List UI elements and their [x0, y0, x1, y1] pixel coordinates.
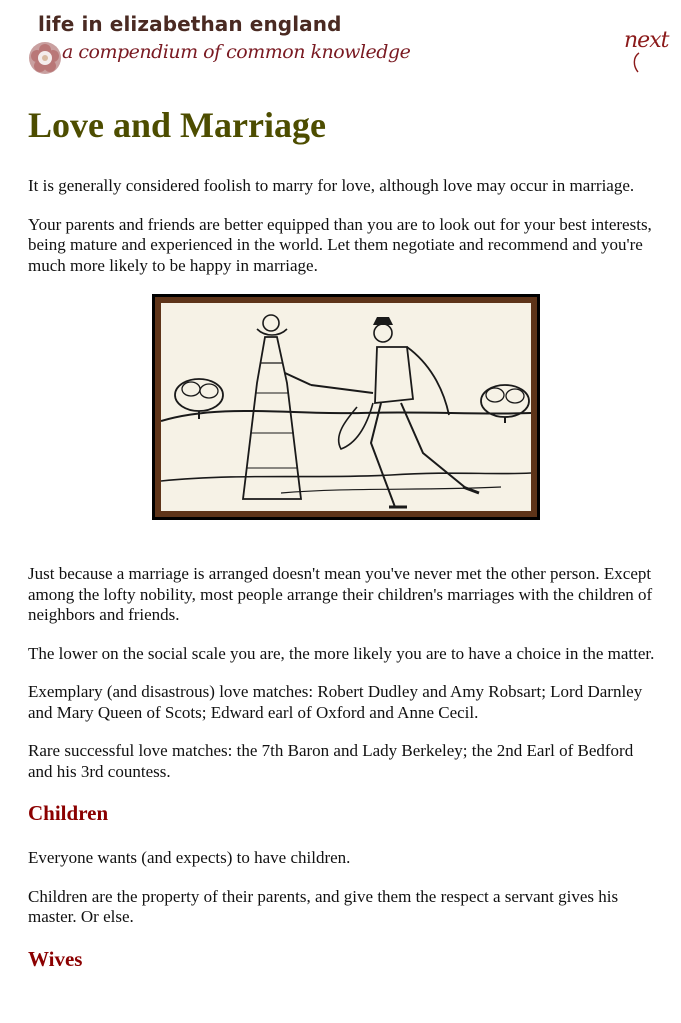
paragraph: It is generally considered foolish to marry for love, although love may occur in marriage.: [28, 176, 635, 195]
site-tagline: a compendium of common knowledge: [62, 41, 411, 63]
section-heading-children: Children: [28, 801, 109, 825]
paragraph: Exemplary (and disastrous) love matches: Robert Dudley and Amy Robsart; Lord Darnley and Mary Queen of Scots; Edward earl of Oxford and Anne Cecil.: [28, 682, 643, 722]
woodcut-couple-illustration: [161, 303, 531, 511]
tudor-rose-icon: [27, 40, 63, 76]
paragraph: Just because a marriage is arranged doesn't mean you've never met the other person. Except among the lofty nobility, most people arrange their children's marriages with the children of neighbors and friends.: [28, 564, 653, 624]
main-content: [28, 102, 658, 994]
page-title: Love and Marriage: [28, 105, 326, 145]
section-heading-wives: Wives: [28, 946, 83, 971]
paragraph: Children are the property of their parents, and give them the respect a servant gives his master. Or else.: [28, 886, 619, 926]
figure-frame: [155, 297, 537, 517]
paragraph: The lower on the social scale you are, the more likely you are to have a choice in the matter.: [28, 643, 655, 663]
woodcut-figure: [152, 294, 540, 520]
paragraph: Everyone wants (and expects) to have children.: [28, 848, 351, 867]
next-link[interactable]: next: [624, 28, 669, 53]
paragraph: Rare successful love matches: the 7th Baron and Lady Berkeley; the 2nd Earl of Bedford and his 3rd countess.: [28, 741, 634, 781]
next-flourish-icon: [630, 52, 644, 74]
site-header: [0, 0, 681, 92]
site-title[interactable]: life in elizabethan england: [38, 12, 342, 36]
paragraph: Your parents and friends are better equipped than you are to look out for your best interests, being mature and experienced in the world. Let them negotiate and recommend and you're much more likely to be happy in marriage.: [28, 214, 652, 275]
woodcut-image: [161, 303, 531, 511]
